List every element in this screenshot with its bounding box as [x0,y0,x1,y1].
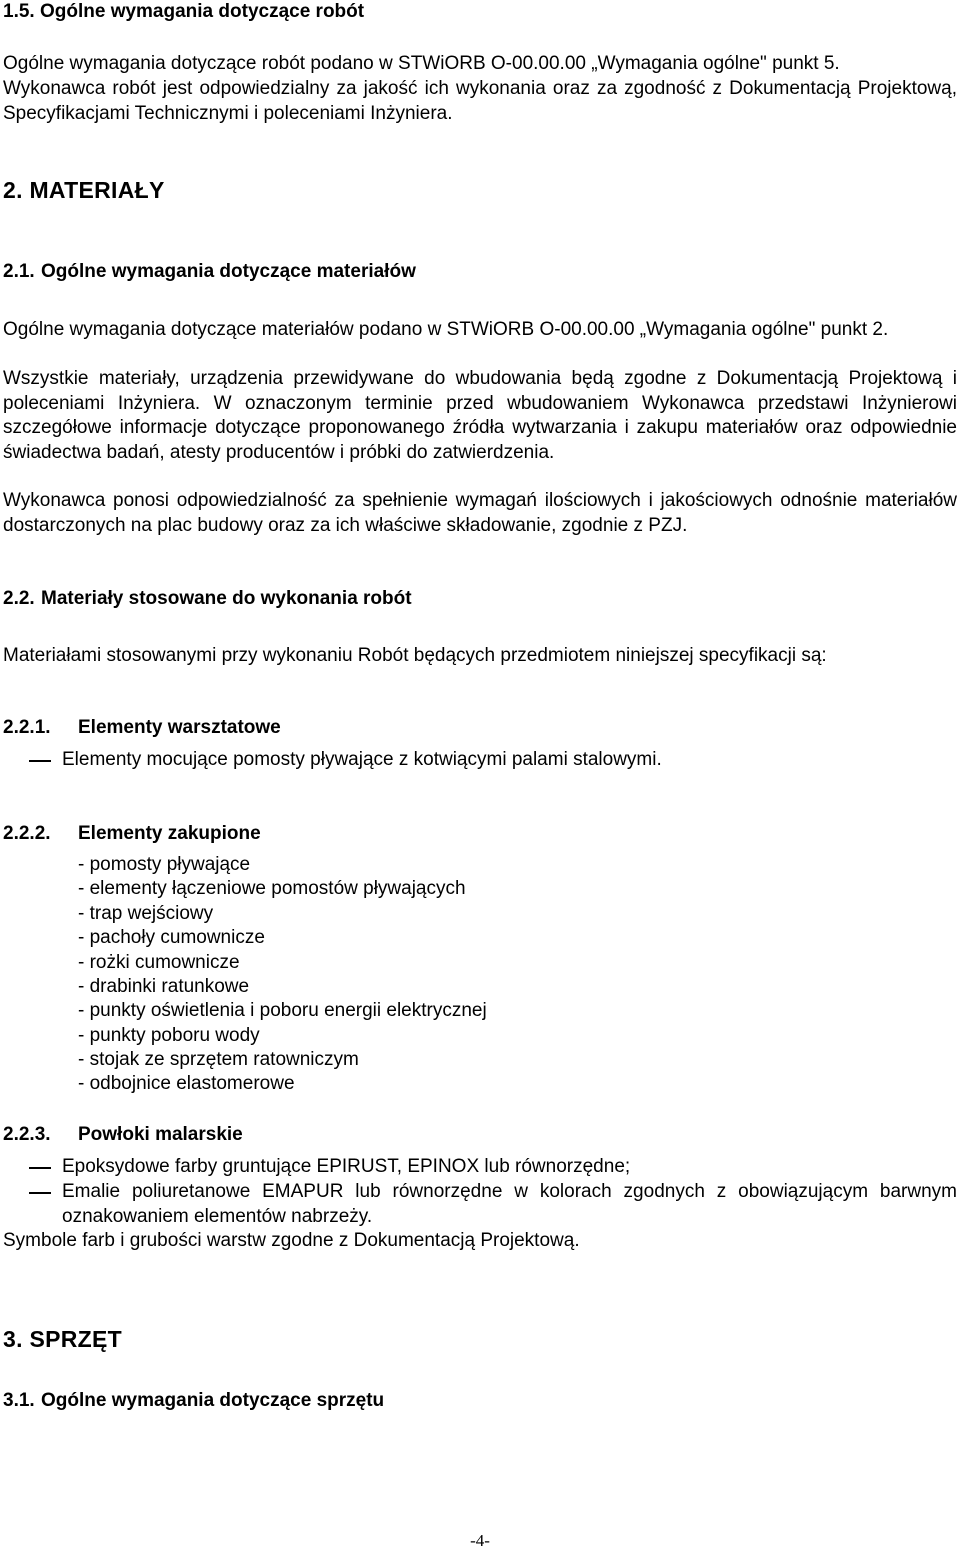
list-item: - stojak ze sprzętem ratowniczym [78,1049,359,1070]
list-item: - elementy łączeniowe pomostów pływających [78,878,466,899]
section-number: 2.2.2. [3,823,51,844]
dash-bullet-icon [29,1167,51,1169]
section-number: 2.2.3. [3,1124,51,1145]
section-number: 2.1. [3,261,35,282]
section-number: 2.2.1. [3,717,51,738]
paragraph: Wykonawca robót jest odpowiedzialny za jakość ich wykonania oraz za zgodność z Dokumentacją Projektową, Specyfikacjami Technicznymi i poleceniami Inżyniera. [3,78,957,124]
subsection-heading-2-1 [3,260,957,285]
list-item: - trap wejściowy [78,903,214,924]
paragraph: Wykonawca ponosi odpowiedzialność za spełnienie wymagań ilościowych i jakościowych odnośnie materiałów dostarczonych na plac budowy oraz za ich właściwe składowanie, zgodnie z PZJ. [3,490,957,536]
subsection-heading-2-2 [3,587,957,612]
section-title: Powłoki malarskie [78,1124,243,1145]
subsection-heading-2-2-1 [3,716,957,741]
paragraph: Ogólne wymagania dotyczące materiałów podano w STWiORB O-00.00.00 „Wymagania ogólne" punkt 2. [3,319,889,340]
subsection-heading-2-2-2 [3,822,957,847]
list-item: - pomosty pływające [78,854,251,875]
list-item: - pachoły cumownicze [78,927,265,948]
section-title: Materiały stosowane do wykonania robót [41,588,412,609]
section-number: 2.2. [3,588,35,609]
section-heading-3: 3. SPRZĘT [3,1326,123,1352]
list-item: - rożki cumownicze [78,952,240,973]
dash-bullet-icon [29,1192,51,1194]
section-number: 3.1. [3,1390,35,1411]
section-title: Elementy warsztatowe [78,717,281,738]
list-item: - odbojnice elastomerowe [78,1073,295,1094]
dash-bullet-icon [29,760,51,762]
paragraph: Symbole farb i grubości warstw zgodne z Dokumentacją Projektową. [3,1230,580,1251]
section-heading-1-5: 1.5. Ogólne wymagania dotyczące robót [3,1,365,22]
subsection-heading-2-2-3 [3,1123,957,1148]
page-number: -4- [470,1531,490,1550]
list-item-text: Epoksydowe farby gruntujące EPIRUST, EPINOX lub równorzędne; [62,1156,631,1177]
list-item: - punkty oświetlenia i poboru energii elektrycznej [78,1000,487,1021]
paragraph: Wszystkie materiały, urządzenia przewidywane do wbudowania będą zgodne z Dokumentacją Projektową i poleceniami Inżyniera. W oznaczonym terminie przed wbudowaniem Wykonawca przedstawi Inżynierowi szczegółowe informacje dotyczące proponowanego źródła wytwarzania i zakupu materiałów oraz odpowiednie świadectwa badań, atesty producentów i próbki do zatwierdzenia. [3,368,957,463]
section-title: Elementy zakupione [78,823,261,844]
paragraph: Ogólne wymagania dotyczące robót podano w STWiORB O-00.00.00 „Wymagania ogólne" punkt 5. [3,53,840,74]
list-item-text: Emalie poliuretanowe EMAPUR lub równorzędne w kolorach zgodnych z obowiązującym barwnym oznakowaniem elementów nabrzeży. [62,1181,957,1227]
section-title: Ogólne wymagania dotyczące materiałów [41,261,416,282]
list-item: - drabinki ratunkowe [78,976,250,997]
list-item-text: Elementy mocujące pomosty pływające z kotwiącymi palami stalowymi. [62,749,662,770]
list-item: - punkty poboru wody [78,1025,260,1046]
paragraph: Materiałami stosowanymi przy wykonaniu Robót będących przedmiotem niniejszej specyfikacji są: [3,645,827,666]
section-title: Ogólne wymagania dotyczące sprzętu [41,1390,385,1411]
subsection-heading-3-1 [3,1389,957,1414]
section-heading-2: 2. MATERIAŁY [3,177,165,203]
